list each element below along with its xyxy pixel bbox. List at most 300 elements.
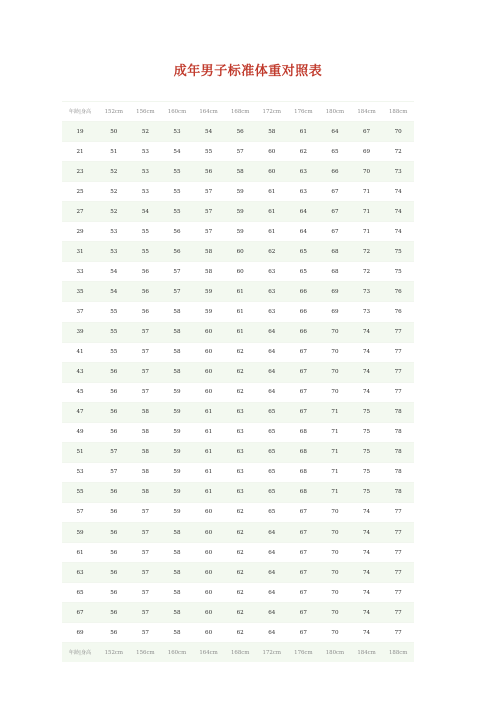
table-row bbox=[62, 122, 414, 142]
corner-label: 年龄|身高 bbox=[62, 643, 98, 663]
weight-cell: 56 bbox=[161, 242, 193, 262]
age-cell: 55 bbox=[62, 482, 98, 502]
weight-cell: 57 bbox=[161, 282, 193, 302]
weight-cell: 57 bbox=[130, 502, 162, 522]
weight-cell: 64 bbox=[256, 623, 288, 643]
weight-cell: 67 bbox=[288, 382, 320, 402]
weight-cell: 57 bbox=[130, 342, 162, 362]
height-header: 184cm bbox=[351, 643, 383, 663]
weight-cell: 60 bbox=[193, 623, 225, 643]
weight-cell: 72 bbox=[351, 262, 383, 282]
weight-cell: 60 bbox=[193, 502, 225, 522]
height-header: 176cm bbox=[288, 102, 320, 122]
weight-cell: 60 bbox=[193, 563, 225, 583]
table-row bbox=[62, 583, 414, 603]
weight-cell: 58 bbox=[193, 262, 225, 282]
weight-cell: 63 bbox=[288, 182, 320, 202]
weight-cell: 70 bbox=[319, 362, 351, 382]
weight-cell: 63 bbox=[256, 262, 288, 282]
weight-cell: 78 bbox=[382, 442, 414, 462]
weight-cell: 70 bbox=[319, 543, 351, 563]
weight-cell: 57 bbox=[98, 442, 130, 462]
weight-cell: 56 bbox=[130, 262, 162, 282]
weight-cell: 70 bbox=[319, 583, 351, 603]
weight-cell: 64 bbox=[256, 522, 288, 542]
weight-cell: 62 bbox=[224, 342, 256, 362]
weight-cell: 61 bbox=[193, 462, 225, 482]
weight-cell: 63 bbox=[224, 442, 256, 462]
weight-cell: 77 bbox=[382, 583, 414, 603]
weight-cell: 63 bbox=[256, 302, 288, 322]
table-row bbox=[62, 282, 414, 302]
weight-cell: 75 bbox=[351, 482, 383, 502]
weight-cell: 60 bbox=[193, 322, 225, 342]
weight-cell: 74 bbox=[351, 623, 383, 643]
weight-cell: 78 bbox=[382, 482, 414, 502]
weight-cell: 63 bbox=[256, 282, 288, 302]
age-cell: 23 bbox=[62, 162, 98, 182]
table-row bbox=[62, 202, 414, 222]
weight-cell: 58 bbox=[130, 442, 162, 462]
weight-cell: 64 bbox=[256, 603, 288, 623]
age-cell: 53 bbox=[62, 462, 98, 482]
weight-cell: 56 bbox=[98, 482, 130, 502]
weight-cell: 63 bbox=[224, 482, 256, 502]
weight-cell: 68 bbox=[288, 482, 320, 502]
weight-cell: 60 bbox=[193, 543, 225, 563]
weight-cell: 77 bbox=[382, 322, 414, 342]
weight-cell: 77 bbox=[382, 362, 414, 382]
weight-cell: 75 bbox=[382, 242, 414, 262]
weight-cell: 52 bbox=[98, 162, 130, 182]
weight-cell: 61 bbox=[256, 222, 288, 242]
weight-cell: 70 bbox=[319, 623, 351, 643]
age-cell: 49 bbox=[62, 422, 98, 442]
weight-cell: 51 bbox=[98, 142, 130, 162]
weight-cell: 77 bbox=[382, 342, 414, 362]
weight-cell: 66 bbox=[288, 282, 320, 302]
height-header: 180cm bbox=[319, 643, 351, 663]
height-header: 168cm bbox=[224, 643, 256, 663]
weight-cell: 59 bbox=[161, 502, 193, 522]
height-header: 164cm bbox=[193, 102, 225, 122]
weight-cell: 59 bbox=[193, 282, 225, 302]
weight-cell: 58 bbox=[161, 362, 193, 382]
height-header: 160cm bbox=[161, 102, 193, 122]
weight-cell: 65 bbox=[256, 402, 288, 422]
weight-cell: 67 bbox=[351, 122, 383, 142]
weight-cell: 57 bbox=[130, 623, 162, 643]
age-cell: 37 bbox=[62, 302, 98, 322]
weight-cell: 58 bbox=[130, 422, 162, 442]
weight-cell: 77 bbox=[382, 543, 414, 563]
weight-cell: 61 bbox=[224, 322, 256, 342]
age-cell: 29 bbox=[62, 222, 98, 242]
weight-cell: 61 bbox=[288, 122, 320, 142]
age-cell: 63 bbox=[62, 563, 98, 583]
weight-cell: 67 bbox=[288, 342, 320, 362]
table-row bbox=[62, 603, 414, 623]
weight-cell: 55 bbox=[193, 142, 225, 162]
weight-cell: 57 bbox=[130, 583, 162, 603]
weight-cell: 57 bbox=[161, 262, 193, 282]
age-cell: 41 bbox=[62, 342, 98, 362]
weight-cell: 59 bbox=[161, 402, 193, 422]
table-row bbox=[62, 222, 414, 242]
weight-cell: 58 bbox=[193, 242, 225, 262]
weight-cell: 73 bbox=[351, 302, 383, 322]
height-header: 176cm bbox=[288, 643, 320, 663]
age-cell: 47 bbox=[62, 402, 98, 422]
weight-cell: 71 bbox=[319, 462, 351, 482]
weight-cell: 64 bbox=[256, 583, 288, 603]
weight-cell: 53 bbox=[98, 222, 130, 242]
weight-cell: 58 bbox=[130, 482, 162, 502]
weight-cell: 52 bbox=[98, 202, 130, 222]
weight-cell: 67 bbox=[288, 543, 320, 563]
weight-cell: 58 bbox=[161, 302, 193, 322]
weight-cell: 69 bbox=[319, 282, 351, 302]
weight-cell: 75 bbox=[382, 262, 414, 282]
weight-cell: 78 bbox=[382, 422, 414, 442]
weight-cell: 70 bbox=[319, 502, 351, 522]
weight-cell: 68 bbox=[288, 422, 320, 442]
weight-cell: 65 bbox=[256, 422, 288, 442]
weight-cell: 67 bbox=[288, 603, 320, 623]
weight-cell: 73 bbox=[351, 282, 383, 302]
weight-cell: 61 bbox=[256, 202, 288, 222]
weight-cell: 74 bbox=[351, 342, 383, 362]
weight-cell: 77 bbox=[382, 623, 414, 643]
weight-cell: 56 bbox=[161, 222, 193, 242]
weight-cell: 56 bbox=[98, 583, 130, 603]
weight-cell: 62 bbox=[224, 623, 256, 643]
weight-cell: 56 bbox=[130, 282, 162, 302]
weight-cell: 72 bbox=[351, 242, 383, 262]
weight-cell: 58 bbox=[161, 322, 193, 342]
weight-cell: 77 bbox=[382, 502, 414, 522]
height-header: 160cm bbox=[161, 643, 193, 663]
weight-cell: 60 bbox=[193, 522, 225, 542]
weight-cell: 56 bbox=[98, 362, 130, 382]
table-row bbox=[62, 262, 414, 282]
weight-cell: 74 bbox=[351, 322, 383, 342]
weight-cell: 65 bbox=[288, 262, 320, 282]
height-header: 172cm bbox=[256, 643, 288, 663]
weight-cell: 55 bbox=[161, 182, 193, 202]
weight-cell: 65 bbox=[256, 502, 288, 522]
height-header: 156cm bbox=[130, 643, 162, 663]
weight-cell: 53 bbox=[130, 142, 162, 162]
weight-cell: 58 bbox=[130, 462, 162, 482]
age-cell: 51 bbox=[62, 442, 98, 462]
weight-cell: 71 bbox=[319, 402, 351, 422]
weight-cell: 64 bbox=[256, 382, 288, 402]
age-cell: 45 bbox=[62, 382, 98, 402]
age-cell: 27 bbox=[62, 202, 98, 222]
weight-cell: 52 bbox=[130, 122, 162, 142]
weight-cell: 74 bbox=[351, 522, 383, 542]
age-cell: 39 bbox=[62, 322, 98, 342]
weight-cell: 65 bbox=[319, 142, 351, 162]
table-row bbox=[62, 462, 414, 482]
weight-cell: 58 bbox=[130, 402, 162, 422]
height-header: 168cm bbox=[224, 102, 256, 122]
table-row bbox=[62, 502, 414, 522]
weight-cell: 57 bbox=[130, 522, 162, 542]
weight-cell: 50 bbox=[98, 122, 130, 142]
age-cell: 33 bbox=[62, 262, 98, 282]
weight-cell: 60 bbox=[256, 162, 288, 182]
weight-table-body bbox=[62, 102, 414, 663]
weight-cell: 74 bbox=[351, 502, 383, 522]
age-cell: 69 bbox=[62, 623, 98, 643]
weight-cell: 58 bbox=[256, 122, 288, 142]
age-cell: 67 bbox=[62, 603, 98, 623]
weight-cell: 70 bbox=[319, 522, 351, 542]
height-header: 188cm bbox=[382, 102, 414, 122]
weight-cell: 75 bbox=[351, 462, 383, 482]
height-header: 172cm bbox=[256, 102, 288, 122]
age-cell: 21 bbox=[62, 142, 98, 162]
weight-cell: 74 bbox=[382, 222, 414, 242]
table-row bbox=[62, 382, 414, 402]
weight-cell: 59 bbox=[224, 222, 256, 242]
weight-cell: 54 bbox=[130, 202, 162, 222]
weight-cell: 64 bbox=[256, 342, 288, 362]
weight-cell: 71 bbox=[351, 222, 383, 242]
weight-cell: 63 bbox=[288, 162, 320, 182]
weight-cell: 64 bbox=[256, 563, 288, 583]
weight-cell: 62 bbox=[224, 502, 256, 522]
weight-cell: 62 bbox=[288, 142, 320, 162]
weight-cell: 64 bbox=[319, 122, 351, 142]
weight-cell: 56 bbox=[98, 402, 130, 422]
weight-cell: 62 bbox=[224, 563, 256, 583]
weight-cell: 65 bbox=[256, 442, 288, 462]
weight-cell: 57 bbox=[130, 382, 162, 402]
weight-cell: 74 bbox=[351, 543, 383, 563]
weight-cell: 62 bbox=[256, 242, 288, 262]
weight-cell: 54 bbox=[161, 142, 193, 162]
weight-cell: 67 bbox=[288, 362, 320, 382]
weight-cell: 62 bbox=[224, 362, 256, 382]
weight-cell: 70 bbox=[319, 382, 351, 402]
table-row bbox=[62, 422, 414, 442]
header-row-bottom bbox=[62, 643, 414, 663]
height-header: 152cm bbox=[98, 102, 130, 122]
weight-cell: 67 bbox=[288, 502, 320, 522]
height-header: 180cm bbox=[319, 102, 351, 122]
weight-cell: 69 bbox=[319, 302, 351, 322]
weight-cell: 60 bbox=[193, 362, 225, 382]
weight-cell: 55 bbox=[130, 242, 162, 262]
height-header: 188cm bbox=[382, 643, 414, 663]
weight-cell: 65 bbox=[256, 462, 288, 482]
weight-cell: 67 bbox=[288, 402, 320, 422]
weight-cell: 67 bbox=[319, 222, 351, 242]
weight-cell: 54 bbox=[98, 262, 130, 282]
weight-cell: 70 bbox=[319, 322, 351, 342]
weight-cell: 69 bbox=[351, 142, 383, 162]
weight-cell: 60 bbox=[224, 242, 256, 262]
weight-cell: 57 bbox=[193, 202, 225, 222]
table-row bbox=[62, 302, 414, 322]
weight-cell: 53 bbox=[161, 122, 193, 142]
weight-cell: 68 bbox=[319, 262, 351, 282]
table-row bbox=[62, 162, 414, 182]
weight-cell: 76 bbox=[382, 302, 414, 322]
weight-cell: 57 bbox=[98, 462, 130, 482]
weight-cell: 74 bbox=[351, 603, 383, 623]
weight-cell: 67 bbox=[288, 623, 320, 643]
weight-cell: 62 bbox=[224, 382, 256, 402]
age-cell: 61 bbox=[62, 543, 98, 563]
weight-cell: 72 bbox=[382, 142, 414, 162]
weight-cell: 66 bbox=[288, 302, 320, 322]
weight-cell: 67 bbox=[288, 563, 320, 583]
weight-cell: 61 bbox=[193, 442, 225, 462]
page-title: 成年男子标准体重对照表 bbox=[173, 64, 323, 79]
weight-cell: 55 bbox=[98, 302, 130, 322]
age-cell: 31 bbox=[62, 242, 98, 262]
weight-cell: 57 bbox=[130, 362, 162, 382]
weight-cell: 55 bbox=[130, 222, 162, 242]
weight-cell: 67 bbox=[288, 522, 320, 542]
age-cell: 25 bbox=[62, 182, 98, 202]
weight-cell: 57 bbox=[130, 322, 162, 342]
weight-cell: 59 bbox=[161, 422, 193, 442]
weight-cell: 64 bbox=[288, 202, 320, 222]
weight-cell: 56 bbox=[98, 543, 130, 563]
weight-cell: 56 bbox=[193, 162, 225, 182]
weight-cell: 70 bbox=[319, 563, 351, 583]
weight-cell: 54 bbox=[193, 122, 225, 142]
weight-cell: 59 bbox=[193, 302, 225, 322]
weight-cell: 55 bbox=[161, 202, 193, 222]
weight-cell: 53 bbox=[98, 242, 130, 262]
weight-cell: 64 bbox=[256, 543, 288, 563]
weight-cell: 77 bbox=[382, 382, 414, 402]
weight-cell: 68 bbox=[288, 442, 320, 462]
weight-cell: 58 bbox=[161, 563, 193, 583]
weight-cell: 57 bbox=[193, 222, 225, 242]
weight-cell: 71 bbox=[319, 422, 351, 442]
header-row-top bbox=[62, 102, 414, 122]
weight-cell: 76 bbox=[382, 282, 414, 302]
weight-cell: 74 bbox=[351, 583, 383, 603]
weight-cell: 59 bbox=[161, 482, 193, 502]
weight-cell: 56 bbox=[98, 603, 130, 623]
weight-cell: 68 bbox=[288, 462, 320, 482]
weight-cell: 74 bbox=[382, 202, 414, 222]
weight-cell: 53 bbox=[130, 182, 162, 202]
weight-cell: 70 bbox=[382, 122, 414, 142]
corner-label: 年龄|身高 bbox=[62, 102, 98, 122]
weight-cell: 56 bbox=[98, 522, 130, 542]
weight-cell: 75 bbox=[351, 442, 383, 462]
weight-table bbox=[62, 101, 414, 662]
weight-cell: 60 bbox=[193, 342, 225, 362]
weight-cell: 61 bbox=[193, 422, 225, 442]
weight-cell: 65 bbox=[288, 242, 320, 262]
weight-cell: 56 bbox=[98, 382, 130, 402]
weight-cell: 74 bbox=[351, 362, 383, 382]
weight-cell: 78 bbox=[382, 402, 414, 422]
weight-cell: 67 bbox=[319, 202, 351, 222]
weight-cell: 56 bbox=[98, 623, 130, 643]
weight-cell: 67 bbox=[288, 583, 320, 603]
height-header: 164cm bbox=[193, 643, 225, 663]
table-row bbox=[62, 623, 414, 643]
table-row bbox=[62, 402, 414, 422]
weight-cell: 70 bbox=[351, 162, 383, 182]
weight-cell: 66 bbox=[288, 322, 320, 342]
weight-cell: 71 bbox=[351, 202, 383, 222]
weight-cell: 57 bbox=[130, 603, 162, 623]
weight-cell: 56 bbox=[98, 563, 130, 583]
weight-cell: 56 bbox=[130, 302, 162, 322]
weight-cell: 62 bbox=[224, 583, 256, 603]
age-cell: 35 bbox=[62, 282, 98, 302]
table-row bbox=[62, 182, 414, 202]
weight-cell: 64 bbox=[256, 362, 288, 382]
age-cell: 43 bbox=[62, 362, 98, 382]
weight-cell: 52 bbox=[98, 182, 130, 202]
weight-cell: 57 bbox=[224, 142, 256, 162]
height-header: 156cm bbox=[130, 102, 162, 122]
weight-cell: 58 bbox=[161, 522, 193, 542]
weight-cell: 70 bbox=[319, 342, 351, 362]
weight-cell: 61 bbox=[193, 482, 225, 502]
weight-cell: 56 bbox=[98, 502, 130, 522]
weight-cell: 71 bbox=[319, 442, 351, 462]
weight-cell: 59 bbox=[161, 442, 193, 462]
weight-cell: 73 bbox=[382, 162, 414, 182]
weight-cell: 63 bbox=[224, 462, 256, 482]
weight-cell: 57 bbox=[130, 563, 162, 583]
weight-cell: 56 bbox=[224, 122, 256, 142]
weight-cell: 64 bbox=[256, 322, 288, 342]
table-row bbox=[62, 482, 414, 502]
weight-cell: 61 bbox=[224, 282, 256, 302]
weight-cell: 60 bbox=[193, 583, 225, 603]
weight-cell: 74 bbox=[351, 382, 383, 402]
weight-cell: 75 bbox=[351, 422, 383, 442]
age-cell: 19 bbox=[62, 122, 98, 142]
weight-cell: 56 bbox=[98, 422, 130, 442]
weight-cell: 58 bbox=[161, 342, 193, 362]
weight-cell: 77 bbox=[382, 563, 414, 583]
weight-cell: 70 bbox=[319, 603, 351, 623]
age-cell: 65 bbox=[62, 583, 98, 603]
weight-cell: 58 bbox=[224, 162, 256, 182]
weight-cell: 62 bbox=[224, 522, 256, 542]
weight-cell: 71 bbox=[319, 482, 351, 502]
weight-cell: 61 bbox=[224, 302, 256, 322]
weight-cell: 58 bbox=[161, 543, 193, 563]
weight-cell: 59 bbox=[224, 182, 256, 202]
weight-cell: 55 bbox=[161, 162, 193, 182]
weight-cell: 59 bbox=[161, 462, 193, 482]
weight-cell: 74 bbox=[351, 563, 383, 583]
weight-cell: 59 bbox=[161, 382, 193, 402]
table-row bbox=[62, 362, 414, 382]
age-cell: 59 bbox=[62, 522, 98, 542]
weight-cell: 54 bbox=[98, 282, 130, 302]
weight-cell: 64 bbox=[288, 222, 320, 242]
weight-cell: 65 bbox=[256, 482, 288, 502]
